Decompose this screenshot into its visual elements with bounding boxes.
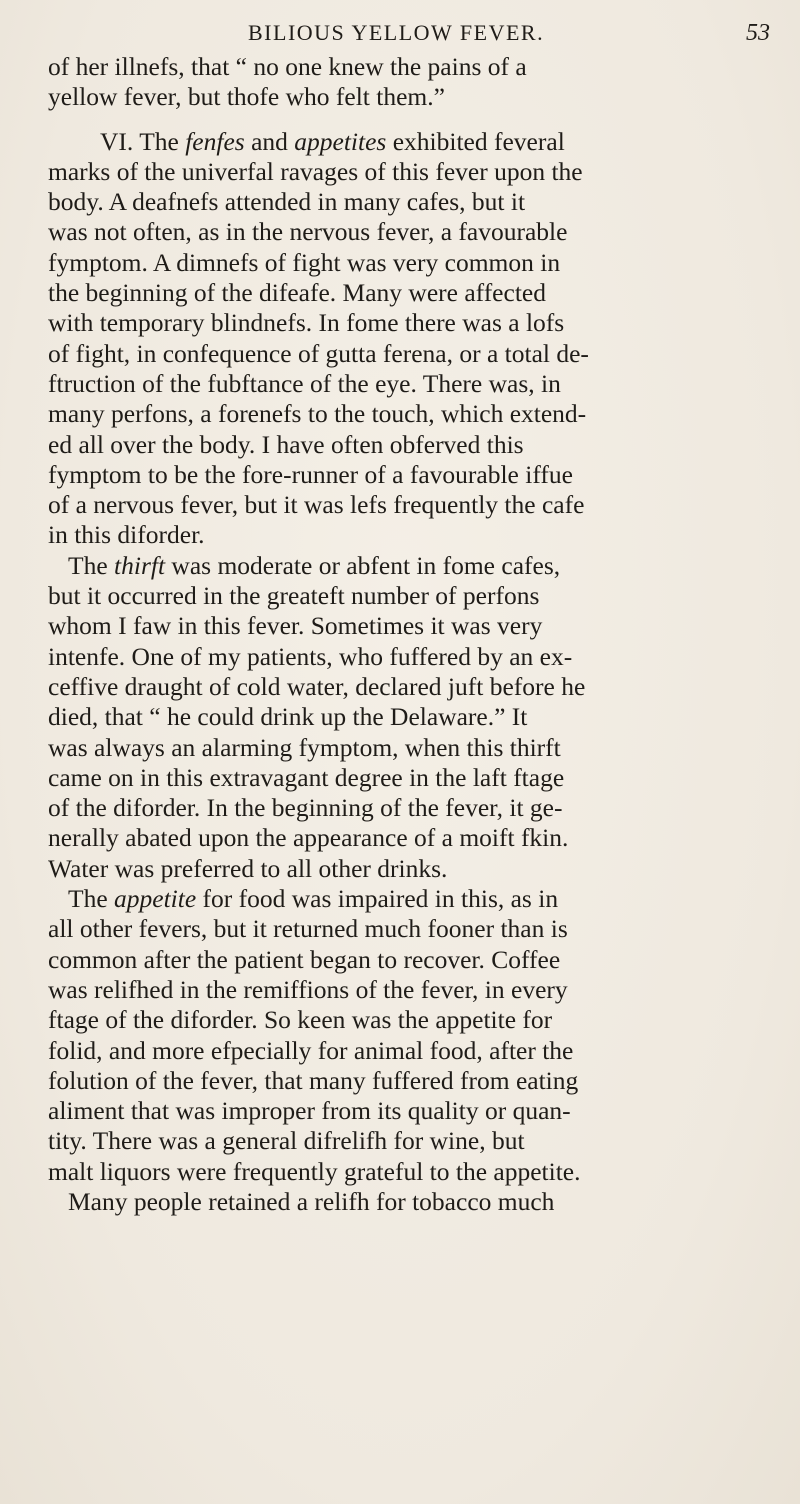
- text-line: ceffive draught of cold water, declared juft before he: [48, 671, 586, 701]
- text-line: was not often, as in the nervous fever, a favourable: [48, 217, 568, 247]
- section-heading-line: VI. The fenfes and appetites exhibited feveral: [100, 126, 565, 156]
- text-line: fymptom. A dimnefs of fight was very common in: [48, 247, 561, 277]
- italic-term: appetites: [294, 126, 387, 156]
- text-line: aliment that was improper from its quality or quan-: [48, 1096, 571, 1126]
- page-number: 53: [746, 20, 770, 46]
- text-line: of a nervous fever, but it was lefs frequently the cafe: [48, 490, 585, 520]
- text-line: folid, and more efpecially for animal food, after the: [48, 1035, 574, 1065]
- text-line: ed all over the body. I have often obferved this: [48, 429, 524, 459]
- page-header: [0, 14, 800, 54]
- text-line: malt liquors were frequently grateful to the appetite.: [48, 1156, 581, 1186]
- text-line: fymptom to be the fore-runner of a favourable iffue: [48, 459, 573, 489]
- text-line: Many people retained a relifh for tobacco much: [68, 1186, 555, 1216]
- text-line: in this diforder.: [48, 520, 205, 550]
- text-line: died, that “ he could drink up the Delaware.” It: [48, 702, 528, 732]
- text-line: yellow fever, but thofe who felt them.”: [48, 82, 445, 112]
- text-line: was relifhed in the remiffions of the fever, in every: [48, 974, 568, 1004]
- text-line: folution of the fever, that many fuffered from eating: [48, 1065, 579, 1095]
- italic-term: fenfes: [185, 126, 245, 156]
- text-line: was always an alarming fymptom, when this thirft: [48, 732, 561, 762]
- text-line: tity. There was a general difrelifh for wine, but: [48, 1126, 525, 1156]
- text-line: of her illnefs, that “ no one knew the pains of a: [48, 52, 527, 81]
- italic-term: appetite: [114, 884, 197, 914]
- text-line: with temporary blindnefs. In fome there was a lofs: [48, 308, 565, 338]
- italic-term: thirft: [114, 550, 166, 580]
- text-line: the beginning of the difeafe. Many were affected: [48, 278, 546, 308]
- paragraph-start-line: The appetite for food was impaired in this, as in: [68, 884, 559, 914]
- text-line: many perfons, a forenefs to the touch, which extend-: [48, 399, 587, 429]
- paragraph-start-line: The thirft was moderate or abfent in fome cafes,: [68, 550, 561, 580]
- text-line: ftage of the diforder. So keen was the appetite for: [48, 1005, 553, 1035]
- text-line: all other fevers, but it returned much fooner than is: [48, 914, 568, 944]
- body-text: [48, 52, 778, 1217]
- text-line: ftruction of the fubftance of the eye. There was, in: [48, 368, 561, 398]
- text-line: nerally abated upon the appearance of a moift fkin.: [48, 823, 569, 853]
- text-line: common after the patient began to recover. Coffee: [48, 944, 561, 974]
- text-line: of the diforder. In the beginning of the fever, it ge-: [48, 793, 563, 823]
- text-line: Water was preferred to all other drinks.: [48, 853, 448, 883]
- text-line: whom I faw in this fever. Sometimes it was very: [48, 611, 543, 641]
- running-head: BILIOUS YELLOW FEVER.: [248, 20, 545, 45]
- text-line: body. A deafnefs attended in many cafes, but it: [48, 187, 526, 217]
- text-line: came on in this extravagant degree in the laft ftage: [48, 762, 565, 792]
- text-line: of fight, in confequence of gutta ferena, or a total de-: [48, 338, 589, 368]
- text-line: intenfe. One of my patients, who fuffered by an ex-: [48, 641, 573, 671]
- text-line: marks of the univerfal ravages of this fever upon the: [48, 156, 583, 186]
- text-line: but it occurred in the greateft number of perfons: [48, 581, 540, 611]
